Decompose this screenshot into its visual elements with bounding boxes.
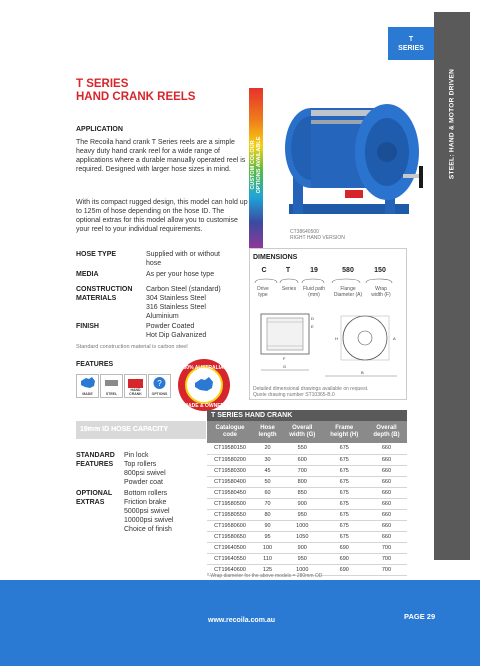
dimensions-note: Detailed dimensional drawings available on request. Quote drawing number ST10365-B.0 (253, 386, 369, 398)
custom-colour-line-1: CUSTOM COLOUR (250, 140, 256, 190)
table-header: Catalogue code (207, 421, 253, 443)
table-cell: 90 (253, 520, 282, 531)
table-cell: 900 (282, 542, 323, 553)
dim-code: C (261, 267, 267, 274)
photo-caption-version: RIGHT HAND VERSION (290, 235, 345, 241)
table-row (207, 509, 407, 520)
table-row (207, 553, 407, 564)
table-cell: 60 (253, 487, 282, 498)
table-row (207, 454, 407, 465)
table-header: Hose length (253, 421, 282, 443)
table-cell: CT19580400 (207, 476, 253, 487)
table-cell: 950 (282, 553, 323, 564)
table-cell: CT19580450 (207, 487, 253, 498)
table-cell: CT19640550 (207, 553, 253, 564)
construction-note: Standard construction material is carbon steel (76, 344, 188, 350)
australia-map-icon: MADE (76, 374, 99, 398)
drawing-letter: A (393, 336, 396, 341)
table-header: Overall depth (B) (366, 421, 407, 443)
spec-key: MEDIA (76, 271, 99, 278)
spec-value: As per your hose type (146, 271, 215, 278)
spec-key: FINISH (76, 323, 99, 330)
table-cell: 110 (253, 553, 282, 564)
spec-value: Powder Coated Hot Dip Galvanized (146, 323, 207, 339)
table-row (207, 443, 407, 454)
side-tab-label: STEEL: HAND & MOTOR DRIVEN (448, 68, 456, 180)
side-tab-vertical (434, 12, 470, 560)
dimensions-heading: DIMENSIONS (253, 254, 298, 261)
drawing-letter: F (283, 356, 286, 361)
table-footnote: * Wrap diameter for the above models = 280mm OD (207, 573, 323, 579)
table-cell: 70 (253, 498, 282, 509)
table-cell: CT19580600 (207, 520, 253, 531)
table-cell: 950 (282, 509, 323, 520)
table-cell: 660 (366, 454, 407, 465)
australian-made-badge (176, 357, 232, 413)
table-cell: 45 (253, 465, 282, 476)
table-row (207, 542, 407, 553)
table-row (207, 531, 407, 542)
hose-capacity-label: 19mm ID HOSE CAPACITY (76, 421, 206, 439)
table-cell: 660 (366, 531, 407, 542)
table-cell: 1050 (282, 531, 323, 542)
page-title (76, 78, 195, 104)
application-paragraph-2: With its compact rugged design, this model can hold up to 125m of hose depending on the hose ID. The optional extras for this model allow you to customise your reel to your individual requirements. (76, 199, 248, 233)
drawing-letter: H (335, 336, 338, 341)
custom-colour-label (250, 137, 262, 194)
table-cell: 675 (323, 454, 366, 465)
table-cell: 675 (323, 465, 366, 476)
side-tab-series[interactable] (388, 27, 434, 60)
dim-code: 19 (310, 267, 318, 274)
table-cell: 675 (323, 531, 366, 542)
spec-value: Supplied with or without hose (146, 251, 220, 267)
table-cell: 700 (366, 553, 407, 564)
table-row (207, 520, 407, 531)
table-cell: 1000 (282, 520, 323, 531)
spec-key: HOSE TYPE (76, 251, 117, 258)
table-cell: 675 (323, 487, 366, 498)
table-cell: 660 (366, 443, 407, 454)
table-row (207, 498, 407, 509)
dim-code: T (285, 267, 291, 274)
drawing-letter: E (311, 324, 314, 329)
application-paragraph-1: The Recoila hand crank T Series reels are a simple heavy duty hand crank reel for a wide range of applications where a durable manually operated reel is required. Designed with larger hose sizes in mind. (76, 139, 246, 173)
table-cell: CT19580500 (207, 498, 253, 509)
table-cell: 50 (253, 476, 282, 487)
steel-icon: STEEL (100, 374, 123, 398)
custom-colour-line-2: OPTIONS AVAILABLE (256, 136, 262, 194)
table-cell: 850 (282, 487, 323, 498)
table-cell: 660 (366, 520, 407, 531)
application-heading: APPLICATION (76, 126, 123, 133)
footer-url[interactable]: www.recoila.com.au (208, 617, 276, 624)
table-cell: 660 (366, 487, 407, 498)
features-heading: FEATURES (76, 361, 114, 368)
table-cell: 700 (282, 465, 323, 476)
dim-code: 150 (374, 267, 386, 274)
table-cell: 660 (366, 476, 407, 487)
dimension-drawing (255, 310, 405, 382)
side-tab-word: SERIES (398, 45, 424, 52)
table-cell: CT19640500 (207, 542, 253, 553)
table-cell: CT19580300 (207, 465, 253, 476)
spec-value: Carbon Steel (standard) 304 Stainless Steel 316 Stainless Steel Aluminium (146, 286, 221, 320)
feature-icons (76, 374, 171, 398)
table-cell: 700 (366, 542, 407, 553)
hose-reel-photo (275, 86, 427, 230)
dim-code: 580 (342, 267, 354, 274)
table-cell: 700 (366, 564, 407, 575)
table-cell: 690 (323, 564, 366, 575)
table-cell: 80 (253, 509, 282, 520)
photo-caption-code: CT38640500 (290, 229, 319, 235)
table-title: T SERIES HAND CRANK (207, 410, 407, 421)
dim-label-series: Series (281, 286, 297, 292)
table-cell: 550 (282, 443, 323, 454)
table-cell: 675 (323, 476, 366, 487)
table-cell: 675 (323, 498, 366, 509)
spec-key: CONSTRUCTION MATERIALS (76, 286, 133, 302)
table-cell: CT19640600 (207, 564, 253, 575)
dim-label-drive: Drive type (257, 286, 269, 298)
table-cell: 800 (282, 476, 323, 487)
photo-caption (290, 229, 345, 241)
table-cell: 125 (253, 564, 282, 575)
table-cell: 1000 (282, 564, 323, 575)
table-cell: 100 (253, 542, 282, 553)
table-cell: CT19580150 (207, 443, 253, 454)
drawing-letter: D (311, 316, 314, 321)
table-cell: 30 (253, 454, 282, 465)
dim-label-fluid: Fluid path (mm) (303, 286, 325, 298)
table-row (207, 487, 407, 498)
drawing-letter: B (361, 370, 364, 375)
table-cell: 900 (282, 498, 323, 509)
svg-text:?: ? (157, 379, 162, 388)
table-cell: 600 (282, 454, 323, 465)
table-cell: 690 (323, 542, 366, 553)
drawing-letter: G (283, 364, 287, 369)
title-line-1: T SERIES (76, 78, 129, 90)
table-cell: 675 (323, 443, 366, 454)
table-cell: 660 (366, 509, 407, 520)
crank-icon: HAND CRANK (124, 374, 147, 398)
table-cell: 660 (366, 465, 407, 476)
table-cell: 675 (323, 509, 366, 520)
table-row (207, 476, 407, 487)
table-cell: 95 (253, 531, 282, 542)
dim-label-flange: Flange Diameter (A) (333, 286, 363, 298)
table-header: Frame height (H) (323, 421, 366, 443)
table-cell: 675 (323, 520, 366, 531)
table-row (207, 465, 407, 476)
table-header: Overall width (G) (282, 421, 323, 443)
dim-label-wrap: Wrap width (F) (371, 286, 391, 298)
badge-bottom-text: MADE & OWNED (183, 403, 225, 409)
table-cell: CT19580550 (207, 509, 253, 520)
table-cell: 690 (323, 553, 366, 564)
table-cell: 20 (253, 443, 282, 454)
page-number: PAGE 29 (404, 612, 436, 621)
title-line-2: HAND CRANK REELS (76, 91, 196, 103)
table-cell: CT19580200 (207, 454, 253, 465)
question-icon: ? OPTIONS (148, 374, 171, 398)
side-tab-letter: T (408, 36, 414, 43)
catalogue-table (207, 421, 407, 576)
table-cell: CT19580650 (207, 531, 253, 542)
badge-top-text: 100% AUSTRALIAN (180, 365, 228, 371)
dim-braces (252, 277, 404, 285)
table-cell: 660 (366, 498, 407, 509)
